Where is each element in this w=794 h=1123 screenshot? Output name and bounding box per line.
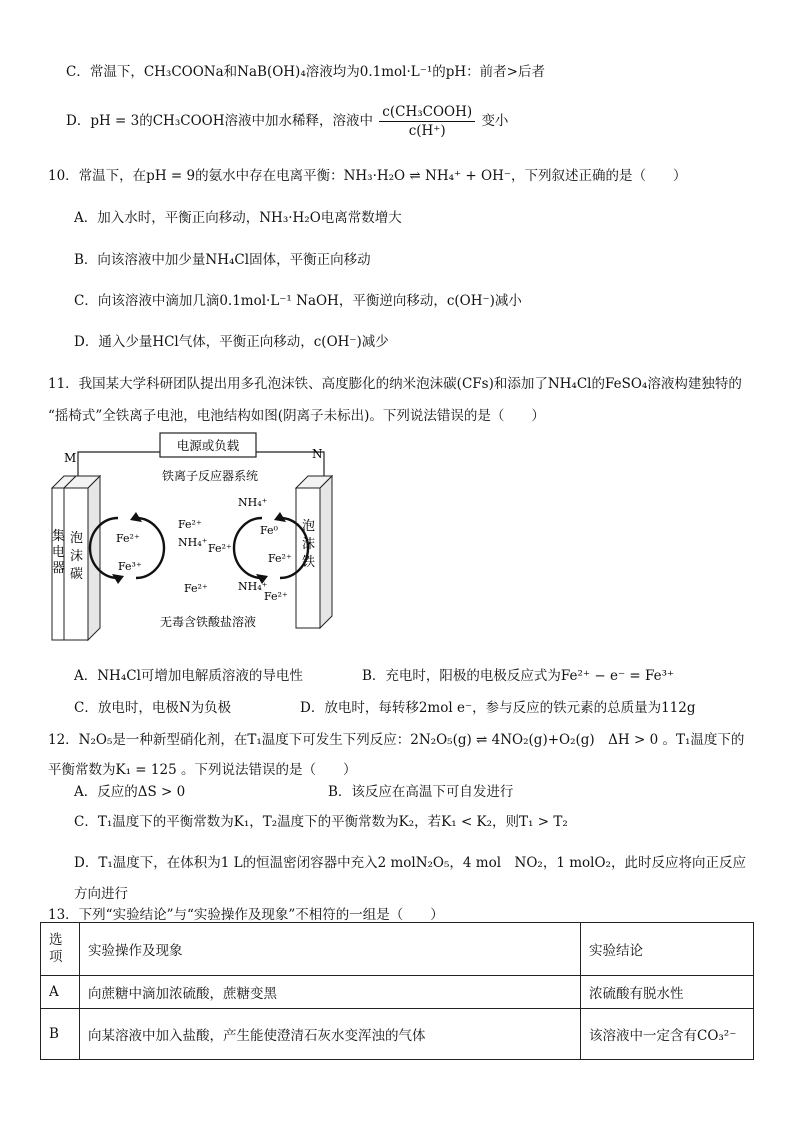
q10-stem: 10．常温下，在pH = 9的氨水中存在电离平衡：NH₃·H₂O ⇌ NH₄⁺ + OH⁻，下列叙述正确的是（ ） — [48, 168, 687, 184]
q12-option-d-line2: 方向进行 — [74, 886, 128, 902]
q9-option-d-suffix: 变小 — [481, 113, 509, 129]
q10-option-d: D．通入少量HCl气体，平衡正向移动，c(OH⁻)减少 — [74, 334, 389, 350]
q12-option-d-line1: D．T₁温度下，在体积为1 L的恒温密闭容器中充入2 molN₂O₅，4 mol NO₂，1 molO₂，此时反应将向正反应 — [74, 855, 746, 871]
battery-diagram — [48, 430, 368, 650]
q12-option-c: C．T₁温度下的平衡常数为K₁，T₂温度下的平衡常数为K₂，若K₁ < K₂，则T₁ > T₂ — [74, 814, 568, 830]
q10-option-a: A．加入水时，平衡正向移动，NH₃·H₂O电离常数增大 — [74, 210, 402, 226]
row-b-option: B — [41, 1009, 80, 1060]
row-a-conclusion: 浓硫酸有脱水性 — [581, 976, 754, 1009]
foam-iron-label: 泡沫铁 — [302, 519, 316, 570]
right-ion-bottom: Fe²⁺ — [268, 552, 292, 565]
q9-option-d-prefix: D．pH = 3的CH₃COOH溶液中加水稀释，溶液中 — [66, 113, 373, 129]
row-b-operation: 向某溶液中加入盐酸，产生能使澄清石灰水变浑浊的气体 — [80, 1009, 581, 1060]
q9-option-d — [66, 104, 508, 139]
fraction-numerator: c(CH₃COOH) — [379, 104, 475, 122]
q11-option-d: D．放电时，每转移2mol e⁻，参与反应的铁元素的总质量为112g — [300, 700, 696, 716]
foam-iron-side — [320, 476, 332, 628]
q12-stem-line1: 12．N₂O₅是一种新型硝化剂，在T₁温度下可发生下列反应：2N₂O₅(g) ⇌ 4NO₂(g)+O₂(g) ΔH > 0 。T₁温度下的 — [48, 732, 745, 748]
left-ion-top: Fe²⁺ — [116, 532, 140, 545]
q12-stem-line2: 平衡常数为K₁ = 125 。下列说法错误的是（ ） — [48, 762, 357, 778]
q11-stem-line1: 11．我国某大学科研团队提出用多孔泡沫铁、高度膨化的纳米泡沫碳(CFs)和添加了NH₄Cl的FeSO₄溶液构建独特的 — [48, 376, 742, 392]
q9-option-c: C．常温下，CH₃COONa和NaB(OH)₄溶液均为0.1mol·L⁻¹的pH：前者>后者 — [66, 64, 545, 80]
table-row — [41, 976, 754, 1009]
q11-option-a: A．NH₄Cl可增加电解质溶液的导电性 — [74, 668, 303, 684]
header-operation: 实验操作及现象 — [80, 923, 581, 976]
header-option: 选项 — [41, 923, 80, 976]
collector-label: 集电器 — [52, 529, 66, 576]
table-header-row — [41, 923, 754, 976]
q10-option-b: B．向该溶液中加少量NH₄Cl固体，平衡正向移动 — [74, 252, 371, 268]
q12-option-b: B．该反应在高温下可自发进行 — [328, 784, 514, 800]
bottom-fe2-ion: Fe²⁺ — [264, 590, 288, 603]
power-load-label: 电源或负载 — [176, 438, 240, 453]
right-cycle-arrow-down — [234, 518, 262, 578]
bottom-nh4-ion: NH₄⁺ — [238, 580, 268, 593]
middle-ion-fe2-3: Fe²⁺ — [184, 582, 208, 595]
q12-option-a: A．反应的ΔS > 0 — [74, 784, 186, 800]
middle-ion-fe2-2: Fe²⁺ — [208, 542, 232, 555]
top-nh4-ion: NH₄⁺ — [238, 496, 268, 509]
q13-table — [40, 922, 754, 1060]
left-ion-bottom: Fe³⁺ — [118, 560, 142, 573]
row-a-operation: 向蔗糖中滴加浓硫酸，蔗糖变黑 — [80, 976, 581, 1009]
header-conclusion: 实验结论 — [581, 923, 754, 976]
q13-stem: 13．下列“实验结论”与“实验操作及现象”不相符的一组是（ ） — [48, 907, 444, 923]
table-row — [41, 1009, 754, 1060]
q10-option-c: C．向该溶液中滴加几滴0.1mol·L⁻¹ NaOH，平衡逆向移动，c(OH⁻)减小 — [74, 293, 522, 309]
q11-option-c: C．放电时，电极N为负极 — [74, 700, 232, 716]
q9-option-d-fraction — [379, 104, 475, 139]
foam-carbon-label: 泡沫碳 — [70, 531, 84, 582]
middle-ion-fe2-1: Fe²⁺ — [178, 518, 202, 531]
foam-carbon-side — [88, 476, 100, 640]
row-a-option: A — [41, 976, 80, 1009]
electrode-n-label: N — [312, 447, 323, 461]
electrode-m-label: M — [64, 451, 77, 465]
reactor-system-label: 铁离子反应器系统 — [161, 469, 259, 483]
row-b-conclusion: 该溶液中一定含有CO₃²⁻ — [581, 1009, 754, 1060]
right-ion-top: Fe⁰ — [260, 524, 278, 537]
solution-label: 无毒含铁酸盐溶液 — [159, 615, 257, 629]
fraction-denominator: c(H⁺) — [408, 123, 446, 139]
left-arrowhead-up — [130, 512, 142, 522]
left-arrowhead-down — [112, 574, 124, 584]
middle-ion-nh4: NH₄⁺ — [178, 536, 208, 549]
foam-carbon-electrode — [64, 488, 88, 640]
q11-stem-line2: “摇椅式”全铁离子电池，电池结构如图(阴离子未标出)。下列说法错误的是（ ） — [48, 408, 545, 424]
q11-option-b: B．充电时，阳极的电极反应式为Fe²⁺ − e⁻ = Fe³⁺ — [362, 668, 675, 684]
right-arrowhead-up — [274, 512, 286, 522]
